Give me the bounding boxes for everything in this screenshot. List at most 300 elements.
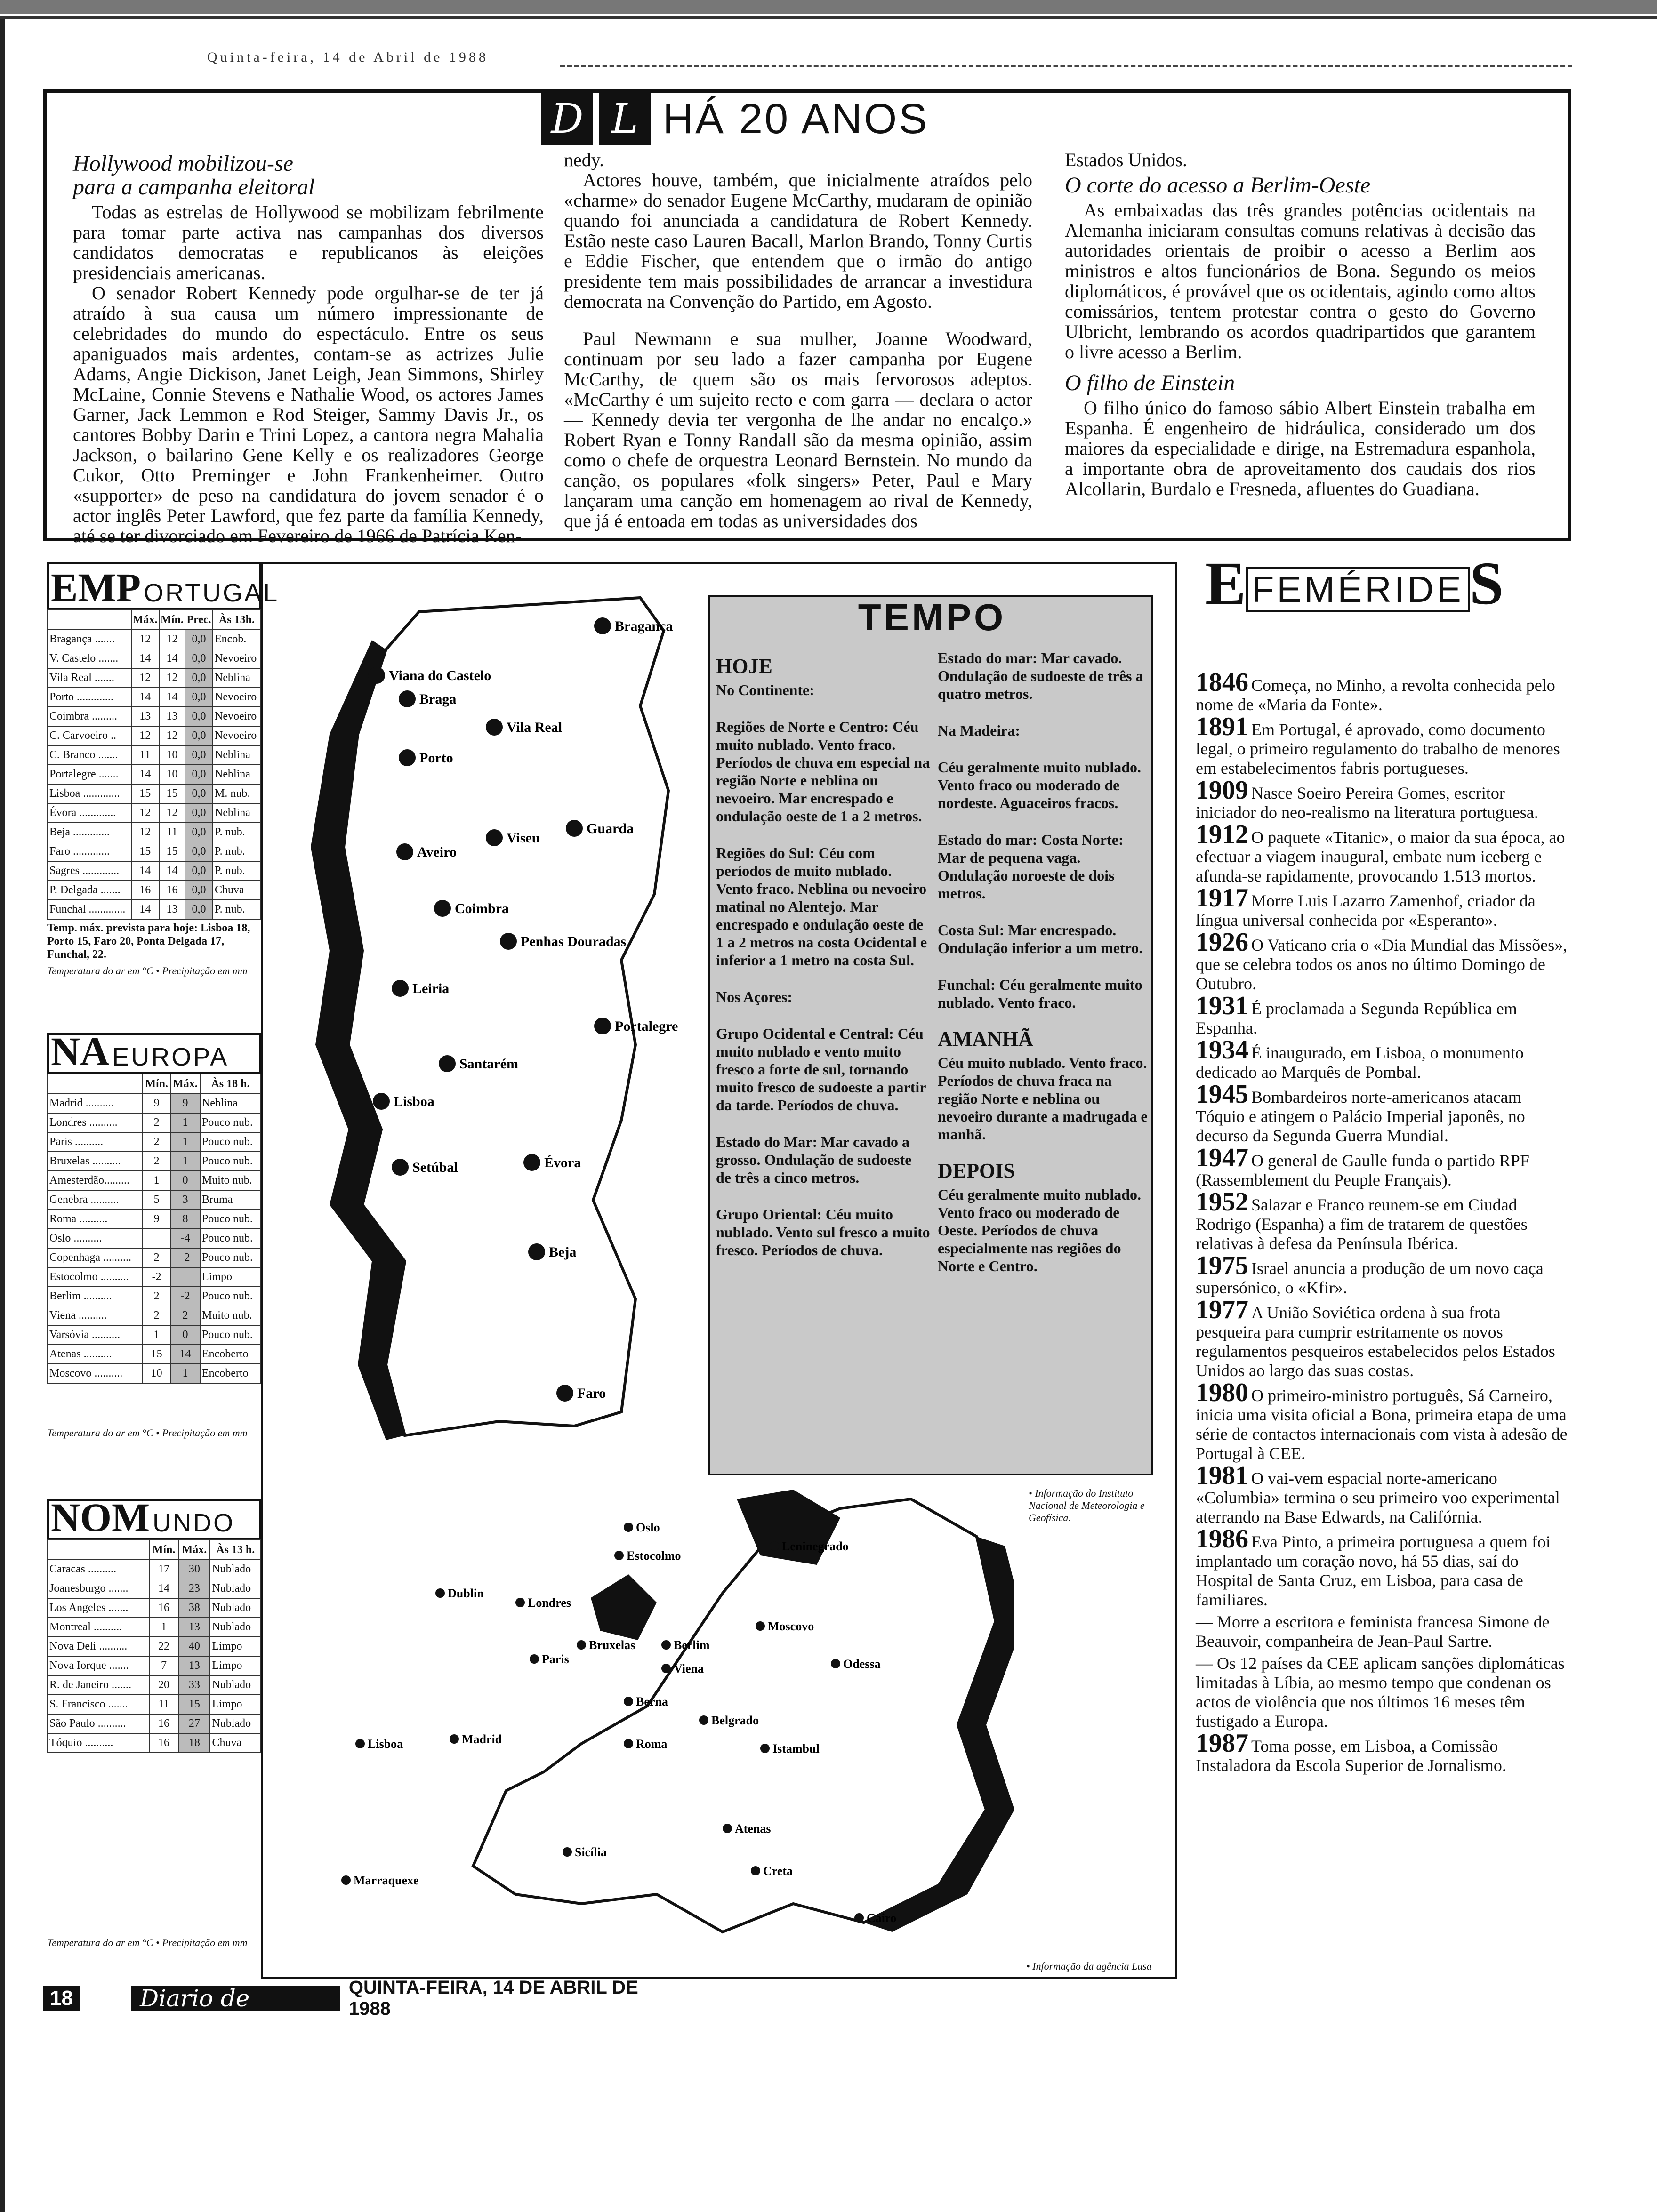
value-cell: P. nub. [213, 861, 261, 881]
value-cell: Muito nub. [200, 1171, 261, 1190]
value-cell: Nublado [210, 1618, 261, 1637]
portugal-row [48, 765, 261, 784]
value-cell: 9 [143, 1210, 170, 1229]
title-small: UNDO [153, 1509, 235, 1537]
efemeride-text: Começa, no Minho, a revolta conhecida pelo nome de «Maria da Fonte». [1196, 676, 1555, 714]
portugal-map [264, 565, 716, 1487]
footer-date: QUINTA-FEIRA, 14 DE ABRIL DE 1988 [348, 1977, 638, 2019]
weather-world [47, 1495, 261, 1949]
world-row [48, 1560, 261, 1579]
tempo-text: Grupo Ocidental e Central: Céu muito nublado e vento muito fresco a forte de sul, tornando muito fresco de sudoeste a partir da tarde. Períodos de chuva. [716, 1025, 926, 1114]
title-big: NOM [51, 1495, 150, 1540]
city-marker [396, 843, 413, 860]
city-marker [661, 1640, 671, 1650]
article-paragraph: Paul Newmann e sua mulher, Joanne Woodward, continuam por seu lado a fazer campanha por Eugene McCarthy, de quem são os mais fervorosos adeptos. «McCarthy é um sujeito recto e com garra — declara o actor — Kennedy devia ter vergonha de lhe andar no encalço.» Robert Ryan e Tonny Randall são da mesma opinião, assim como o chefe de orquestra Leonard Bernstein. No mundo da canção, os populares «folk singers» Peter, Paul e Mary lançaram uma canção em homenagem ao rival de Kennedy, que já é entoada em todas as universidades dos [564, 328, 1032, 531]
city-label: Roma [636, 1737, 668, 1751]
article-title-hollywood-line1: Hollywood mobilizou-se [73, 151, 293, 176]
city-label: Viana do Castelo [389, 668, 491, 683]
city-cell: R. de Janeiro ....... [48, 1675, 149, 1695]
value-cell: 0,0 [185, 688, 213, 707]
city-marker [831, 1659, 840, 1668]
efemeride-text: O vai-vem espacial norte-americano «Columbia» termina o seu primeiro voo experimental aterrando na Base Edwards, na Califórnia. [1196, 1469, 1560, 1526]
tempo-text: Costa Sul: Mar encrespado. Ondulação inferior a um metro. [938, 922, 1143, 956]
efemeride-year: 1891 [1196, 712, 1248, 741]
efemeride-entry [1196, 1612, 1568, 1651]
city-marker [624, 1523, 633, 1532]
value-cell: 0,0 [185, 668, 213, 688]
article-title-hollywood-line2: para a campanha eleitoral [73, 175, 315, 200]
efemerides-title-mid: FEMÉRIDE [1246, 567, 1470, 612]
efemeride-text: Em Portugal, é aprovado, como documento legal, o primeiro regulamento do trabalho de menores em estabelecimentos fabris portugueses. [1196, 720, 1560, 777]
city-label: Belgrado [711, 1714, 759, 1727]
table-header-cell: Máx. [178, 1540, 210, 1560]
weather-world-table [47, 1539, 261, 1753]
city-cell: Montreal .......... [48, 1618, 149, 1637]
efemeride-year: 1986 [1196, 1524, 1248, 1554]
table-header-cell: Prec. [185, 610, 213, 630]
city-cell: Moscovo .......... [48, 1364, 143, 1383]
article-column-1 [73, 148, 544, 546]
value-cell: Limpo [210, 1637, 261, 1656]
lusa-credit: • Informação da agência Lusa [1026, 1960, 1152, 1972]
city-cell: Joanesburgo ....... [48, 1579, 149, 1598]
value-cell: 14 [159, 649, 185, 668]
city-marker [594, 617, 611, 634]
value-cell: 15 [159, 784, 185, 803]
efemeride-year: 1977 [1196, 1295, 1248, 1324]
value-cell: 7 [149, 1656, 178, 1675]
tempo-col-right [938, 649, 1150, 1294]
europe-row [48, 1190, 261, 1210]
city-cell: C. Branco ....... [48, 745, 131, 765]
efemerides-title-s: S [1469, 550, 1504, 617]
value-cell: 8 [170, 1210, 200, 1229]
value-cell: Nublado [210, 1560, 261, 1579]
europe-row [48, 1248, 261, 1267]
value-cell: 16 [131, 881, 159, 900]
world-row [48, 1714, 261, 1733]
weather-europe-title [47, 1029, 261, 1074]
value-cell: -4 [170, 1229, 200, 1248]
tempo-depois-heading: DEPOIS [938, 1159, 1015, 1182]
world-row [48, 1675, 261, 1695]
value-cell: -2 [170, 1287, 200, 1306]
efemeride-text: Eva Pinto, a primeira portuguesa a quem foi implantado um coração novo, há 55 dias, saí do Hospital de Santa Cruz, em Lisboa, para casa de familiares. [1196, 1532, 1551, 1609]
efemeride-entry [1196, 928, 1568, 994]
value-cell: 10 [143, 1364, 170, 1383]
value-cell: 13 [178, 1618, 210, 1637]
efemeride-text: Morre Luis Lazarro Zamenhof, criador da língua universal conhecida por «Esperanto». [1196, 891, 1536, 930]
value-cell: 11 [131, 745, 159, 765]
city-marker [577, 1640, 586, 1650]
city-cell: S. Francisco ....... [48, 1695, 149, 1714]
city-label: Évora [544, 1155, 581, 1170]
value-cell: -2 [170, 1248, 200, 1267]
table-header-cell: Às 18 h. [200, 1074, 261, 1094]
article-paragraph: Estados Unidos. [1065, 149, 1187, 170]
table-header-cell: Mín. [149, 1540, 178, 1560]
city-label: Dublin [448, 1587, 484, 1600]
city-label: Lisboa [394, 1094, 434, 1109]
units-note: Temperatura do ar em °C • Precipitação em mm [47, 965, 248, 977]
value-cell: 12 [159, 630, 185, 649]
efemeride-text: O primeiro-ministro português, Sá Carneiro, inicia uma visita oficial a Bona, primeira etapa de uma série de contactos internacionais com vista à adesão de Portugal à CEE. [1196, 1386, 1568, 1463]
value-cell: 12 [159, 803, 185, 823]
value-cell: 0 [170, 1325, 200, 1345]
city-marker [523, 1154, 540, 1171]
value-cell: 0,0 [185, 649, 213, 668]
city-label: Braga [419, 691, 457, 707]
efemeride-entry [1196, 668, 1568, 714]
city-label: Porto [419, 750, 453, 766]
city-marker [699, 1715, 708, 1725]
tempo-text: Regiões do Sul: Céu com períodos de muito nublado. Vento fraco. Neblina ou nevoeiro matinal no Alentejo. Mar encrespado e ondulação oeste de 1 a 2 metros na costa Ocidental e inferior a 1 metro na costa Sul. [716, 844, 927, 969]
tempo-hoje-heading: HOJE [716, 655, 772, 678]
value-cell: 2 [143, 1306, 170, 1325]
value-cell: 14 [131, 688, 159, 707]
efemeride-year: 1952 [1196, 1187, 1248, 1217]
efemeride-entry [1196, 1729, 1568, 1775]
value-cell: 14 [159, 861, 185, 881]
value-cell: Neblina [213, 668, 261, 688]
value-cell: 2 [143, 1132, 170, 1152]
city-cell: Londres .......... [48, 1113, 143, 1132]
title-small: ORTUGAL [144, 579, 280, 607]
value-cell: 14 [131, 861, 159, 881]
scan-top-line [0, 16, 1657, 19]
value-cell: 0,0 [185, 707, 213, 726]
city-cell: Genebra .......... [48, 1190, 143, 1210]
city-cell: Porto ............. [48, 688, 131, 707]
value-cell: 15 [178, 1695, 210, 1714]
city-marker [399, 690, 416, 707]
efemeride-year: 1912 [1196, 820, 1248, 849]
meteo-credit: • Informação do Instituto Nacional de Meteorologia e Geofísica. [1029, 1487, 1145, 1523]
city-cell: Funchal ............. [48, 900, 131, 919]
header-dashed-rule [560, 65, 1572, 67]
city-label: Santarém [459, 1056, 518, 1072]
portugal-row [48, 688, 261, 707]
portugal-row [48, 900, 261, 919]
world-row [48, 1598, 261, 1618]
masthead: Diario de Lisboa [131, 1986, 340, 2011]
city-cell: Lisboa ............. [48, 784, 131, 803]
city-cell: Estocolmo .......... [48, 1267, 143, 1287]
value-cell: Neblina [213, 745, 261, 765]
value-cell: 27 [178, 1714, 210, 1733]
tempo-text: Regiões de Norte e Centro: Céu muito nublado. Vento fraco. Períodos de chuva em especial na região Norte e neblina ou nevoeiro. Mar encrespado e ondulação oeste de 1 a 2 metros. [716, 718, 930, 825]
city-marker [770, 1541, 779, 1551]
efemeride-entry [1196, 1461, 1568, 1527]
city-label: Coimbra [455, 901, 509, 916]
city-cell: Caracas .......... [48, 1560, 149, 1579]
value-cell: Nevoeiro [213, 707, 261, 726]
value-cell: Limpo [200, 1267, 261, 1287]
city-label: Leiria [412, 981, 450, 996]
header-fragment: Quinta-feira, 14 de Abril de 1988 [207, 49, 489, 65]
city-cell: Oslo .......... [48, 1229, 143, 1248]
table-header-cell: Mín. [159, 610, 185, 630]
efemeride-entry [1196, 1524, 1568, 1610]
tempo-subheading: Na Madeira: [938, 722, 1021, 739]
europe-row [48, 1287, 261, 1306]
efemeride-text: — Os 12 países da CEE aplicam sanções diplomáticas limitadas à Líbia, ao mesmo tempo que condenan os actos de violência que nos últimos 16 meses têm fustigado a Europa. [1196, 1654, 1565, 1731]
tempo-title-text: TEMPO [858, 596, 1006, 638]
tempo-text: Céu geralmente muito nublado. Vento fraco ou moderado de nordeste. Aguaceiros fracos. [938, 759, 1141, 811]
city-label: Paris [542, 1652, 569, 1666]
europe-row [48, 1094, 261, 1113]
city-cell: Vila Real ....... [48, 668, 131, 688]
section-logo [541, 93, 929, 145]
table-header-cell: Às 13h. [213, 610, 261, 630]
value-cell: 13 [159, 707, 185, 726]
value-cell: Nevoeiro [213, 688, 261, 707]
value-cell [170, 1267, 200, 1287]
efemeride-text: O general de Gaulle funda o partido RPF (Rassemblement du Peuple Français). [1196, 1151, 1529, 1189]
value-cell: 10 [159, 765, 185, 784]
value-cell: -2 [143, 1267, 170, 1287]
portugal-row [48, 745, 261, 765]
tempo-text: Céu muito nublado. Vento fraco. Períodos de chuva fraca na região Norte e neblina ou nevoeiro durante a madrugada e manhã. [938, 1054, 1148, 1143]
europe-row [48, 1306, 261, 1325]
efemeride-text: O paquete «Titanic», o maior da sua época, ao efectuar a viagem inaugural, embate num iceberg e afunda-se rapidamente, provocando 1.513 mortos. [1196, 828, 1565, 885]
city-label: Berna [636, 1695, 668, 1708]
efemeride-text: É proclamada a Segunda República em Espanha. [1196, 999, 1517, 1037]
city-marker [751, 1866, 760, 1875]
city-label: Faro [577, 1386, 606, 1401]
value-cell: 2 [143, 1113, 170, 1132]
city-label: Cairo [867, 1911, 897, 1925]
city-label: Setúbal [412, 1160, 458, 1175]
value-cell: 2 [143, 1152, 170, 1171]
value-cell: 38 [178, 1598, 210, 1618]
value-cell: 12 [159, 726, 185, 745]
value-cell [143, 1229, 170, 1248]
value-cell: 0,0 [185, 881, 213, 900]
city-cell: Nova Iorque ....... [48, 1656, 149, 1675]
city-label: Berlim [674, 1638, 710, 1652]
value-cell: 30 [178, 1560, 210, 1579]
city-marker [563, 1847, 572, 1857]
value-cell: 12 [131, 823, 159, 842]
city-marker [528, 1243, 545, 1260]
title-small: EUROPA [112, 1043, 229, 1071]
city-label: Leninegrado [782, 1539, 849, 1553]
value-cell: Muito nub. [200, 1306, 261, 1325]
weather-europe [47, 1029, 261, 1439]
value-cell: 2 [143, 1287, 170, 1306]
world-row [48, 1656, 261, 1675]
city-label: Vila Real [507, 720, 563, 735]
world-row [48, 1637, 261, 1656]
article-title-einstein: O filho de Einstein [1065, 370, 1235, 395]
tempo-text: Estado do mar: Mar cavado. Ondulação de sudoeste de três a quatro metros. [938, 649, 1143, 702]
value-cell: Chuva [210, 1733, 261, 1753]
article-paragraph: Actores houve, também, que inicialmente atraídos pelo «charme» do senador Eugene McCarthy, mudaram de opinião quando foi anunciada a candidatura de Robert Kennedy. Estão neste caso Lauren Bacall, Marlon Brando, Tonny Curtis e Eddie Fischer, que entendem que o irmão do antigo presidente tem mais possibilidades de arrancar a investidura democrata na Convenção do Partido, em Agosto. [564, 169, 1032, 312]
city-cell: Berlim .......... [48, 1287, 143, 1306]
value-cell: M. nub. [213, 784, 261, 803]
value-cell: 15 [131, 842, 159, 861]
value-cell: 0 [170, 1171, 200, 1190]
value-cell: P. nub. [213, 823, 261, 842]
city-cell: São Paulo .......... [48, 1714, 149, 1733]
portugal-row [48, 726, 261, 745]
efemerides-list [1196, 668, 1568, 1778]
value-cell: Neblina [213, 765, 261, 784]
table-header-cell: Máx. [131, 610, 159, 630]
tempo-text: Grupo Oriental: Céu muito nublado. Vento sul fresco a muito fresco. Períodos de chuva. [716, 1206, 930, 1258]
efemeride-entry [1196, 712, 1568, 778]
city-label: Odessa [843, 1657, 881, 1671]
value-cell: 0,0 [185, 823, 213, 842]
europe-row [48, 1229, 261, 1248]
efemeride-year: 1917 [1196, 883, 1248, 913]
efemeride-text: Bombardeiros norte-americanos atacam Tóquio e atingem o Palácio Imperial japonês, no decurso da Segunda Guerra Mundial. [1196, 1088, 1525, 1145]
city-label: Penhas Douradas [521, 934, 627, 949]
value-cell: 0,0 [185, 900, 213, 919]
value-cell: 1 [170, 1113, 200, 1132]
value-cell: Limpo [210, 1695, 261, 1714]
scan-left-edge [0, 19, 5, 2212]
city-marker [594, 1018, 611, 1034]
efemeride-text: Salazar e Franco reunem-se em Ciudad Rodrigo (Espanha) a fim de tratarem de questões relativas à defesa da Península Ibérica. [1196, 1195, 1528, 1253]
city-label: Estocolmo [627, 1549, 681, 1563]
article-paragraph: Todas as estrelas de Hollywood se mobilizam febrilmente para tomar parte activa nas campanhas dos diversos candidatos democratas e republicanos às eleições presidenciais americanas. [73, 201, 544, 283]
city-marker [392, 1159, 409, 1176]
value-cell: 2 [170, 1306, 200, 1325]
city-label: Madrid [462, 1732, 502, 1746]
portugal-row [48, 668, 261, 688]
value-cell: Pouco nub. [200, 1210, 261, 1229]
value-cell: 12 [159, 668, 185, 688]
city-cell: Paris .......... [48, 1132, 143, 1152]
value-cell: Chuva [213, 881, 261, 900]
city-marker [434, 900, 451, 917]
value-cell: 15 [143, 1345, 170, 1364]
europe-row [48, 1152, 261, 1171]
value-cell: 14 [131, 649, 159, 668]
value-cell: 1 [143, 1171, 170, 1190]
value-cell: 12 [131, 630, 159, 649]
city-marker [614, 1551, 624, 1560]
efemeride-entry [1196, 1187, 1568, 1253]
city-marker [399, 749, 416, 766]
value-cell: 17 [149, 1560, 178, 1579]
title-big: EMP [51, 565, 141, 610]
efemeride-year: 1945 [1196, 1080, 1248, 1109]
weather-portugal-table [47, 609, 261, 920]
city-cell: V. Castelo ....... [48, 649, 131, 668]
city-cell: Évora ............. [48, 803, 131, 823]
efemeride-text: A União Soviética ordena à sua frota pesqueira para cumprir estritamente os novos regulamentos pesqueiros estabelecidos pelos Estados Unidos ao largo das suas costas. [1196, 1303, 1555, 1380]
value-cell: 14 [149, 1579, 178, 1598]
city-cell: Atenas .......... [48, 1345, 143, 1364]
europe-row [48, 1325, 261, 1345]
city-cell: Tóquio .......... [48, 1733, 149, 1753]
value-cell: P. nub. [213, 900, 261, 919]
table-header-cell [48, 1074, 143, 1094]
city-label: Portalegre [615, 1018, 678, 1034]
city-label: Bruxelas [589, 1638, 635, 1652]
value-cell: 16 [149, 1733, 178, 1753]
city-cell: Roma .......... [48, 1210, 143, 1229]
city-cell: Portalegre ....... [48, 765, 131, 784]
value-cell: 9 [143, 1094, 170, 1113]
portugal-row [48, 823, 261, 842]
value-cell: Pouco nub. [200, 1287, 261, 1306]
value-cell: 14 [131, 765, 159, 784]
portugal-row [48, 649, 261, 668]
portugal-row [48, 803, 261, 823]
weather-europe-table [47, 1074, 261, 1384]
city-marker [515, 1598, 525, 1607]
portugal-row [48, 707, 261, 726]
value-cell: 12 [131, 803, 159, 823]
weather-portugal [47, 562, 280, 977]
city-marker [355, 1739, 365, 1748]
city-marker [373, 1093, 390, 1110]
value-cell: 0,0 [185, 842, 213, 861]
article-paragraph: O filho único do famoso sábio Albert Einstein trabalha em Espanha. É engenheiro de hidráulica, considerado um dos maiores da especialidade e dirige, na Estremadura espanhola, a importante obra de aproveitamento dos caudais dos rios Alcollarin, Burdalo e Fresneda, afluentes do Guadiana. [1065, 397, 1536, 499]
city-cell: Bragança ....... [48, 630, 131, 649]
portugal-row [48, 784, 261, 803]
section-title: HÁ 20 ANOS [663, 95, 929, 143]
value-cell: 40 [178, 1637, 210, 1656]
city-cell: Varsóvia .......... [48, 1325, 143, 1345]
value-cell: 22 [149, 1637, 178, 1656]
city-cell: Faro ............. [48, 842, 131, 861]
value-cell: 0,0 [185, 630, 213, 649]
world-row [48, 1733, 261, 1753]
title-big: NA [51, 1029, 110, 1074]
value-cell: 16 [159, 881, 185, 900]
city-label: Istambul [772, 1742, 820, 1755]
city-cell: Bruxelas .......... [48, 1152, 143, 1171]
value-cell: 16 [149, 1598, 178, 1618]
city-marker [556, 1385, 573, 1402]
europe-row [48, 1364, 261, 1383]
article-title-hollywood [73, 152, 544, 199]
europe-row [48, 1171, 261, 1190]
value-cell: Bruma [200, 1190, 261, 1210]
value-cell: Pouco nub. [200, 1248, 261, 1267]
value-cell: 13 [131, 707, 159, 726]
city-label: Moscovo [768, 1619, 814, 1633]
city-label: Sicília [575, 1845, 607, 1859]
city-cell: Madrid .......... [48, 1094, 143, 1113]
value-cell: Nevoeiro [213, 649, 261, 668]
city-marker [756, 1621, 765, 1631]
article-paragraph: O senador Robert Kennedy pode orgulhar-se de ter já atraído à sua causa um número impressionante de celebridades do mundo do espectáculo. Entre os seus apaniguados mais ardentes, contam-se as actrizes Julie Adams, Angie Dickison, Janet Leigh, Jean Simmons, Shirley McLaine, Connie Stevens e Nathalie Wood, os actores James Garner, Jack Lemmon e Rod Steiger, Sammy Davis Jr., os cantores Bobby Darin e Trini Lopez, a cantora negra Mahalia Jackson, o bailarino Gene Kelly e os realizadores George Cukor, Otto Preminger e John Frankenheimer. Outro «supporter» de peso na candidatura do jovem senador é o actor inglês Peter Lawford, que fez parte da família Kennedy, até se ter divorciado em Fevereiro de 1966 de Patrícia Ken- [73, 282, 544, 546]
tempo-text: Céu geralmente muito nublado. Vento fraco ou moderado de Oeste. Períodos de chuva especialmente nas regiões do Norte e Centro. [938, 1186, 1141, 1274]
city-label: Marraquexe [354, 1874, 419, 1887]
efemeride-text: Toma posse, em Lisboa, a Comissão Instaladora da Escola Superior de Jornalismo. [1196, 1737, 1506, 1775]
city-cell: Beja ............. [48, 823, 131, 842]
efemeride-year: 1980 [1196, 1378, 1248, 1407]
world-row [48, 1695, 261, 1714]
table-header-cell: Mín. [143, 1074, 170, 1094]
city-marker [566, 820, 583, 837]
efemeride-year: 1934 [1196, 1035, 1248, 1065]
value-cell: 9 [170, 1094, 200, 1113]
tempo-text: Estado do Mar: Mar cavado a grosso. Ondulação de sudoeste de três a cinco metros. [716, 1133, 912, 1186]
efemeride-text: — Morre a escritora e feminista francesa Simone de Beauvoir, companheira de Jean-Paul Sartre. [1196, 1612, 1550, 1651]
efemeride-entry [1196, 1295, 1568, 1380]
city-marker [341, 1875, 351, 1885]
europe-map [299, 1480, 1014, 1979]
forecast-footnote: Temp. máx. prevista para hoje: Lisboa 18, Porto 15, Faro 20, Ponta Delgada 17, Funchal, 22. [47, 922, 250, 961]
table-header-cell [48, 610, 131, 630]
